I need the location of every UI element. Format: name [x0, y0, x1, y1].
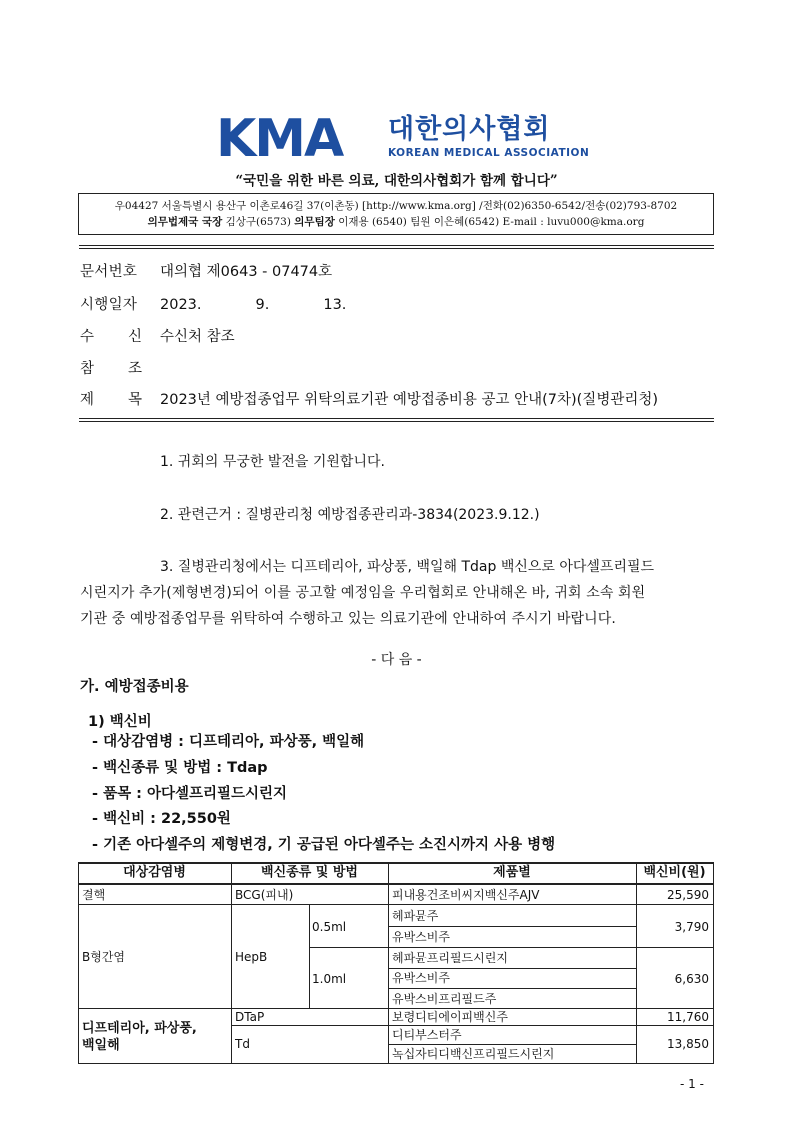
- cell-dtap-product: 보령디티에이피백신주: [392, 1010, 508, 1024]
- cell-hepb-product: 유박스비프리필드주: [392, 992, 497, 1006]
- cell-hepb-product: 헤파뮨주: [392, 909, 439, 923]
- email: E-mail : luvu000@kma.org: [502, 216, 645, 228]
- header-divider-bottom: [79, 418, 714, 422]
- cell-dtp-disease-line2: 백일해: [82, 1038, 120, 1053]
- date-month: 9.: [255, 297, 270, 313]
- recipient: 수신처 참조: [160, 329, 235, 345]
- recipient-row: [80, 327, 235, 347]
- bullet-vaccine-type: - 백신종류 및 방법 : Tdap: [92, 760, 268, 776]
- col-header-method: 백신종류 및 방법: [261, 865, 358, 880]
- cell-dtp-disease-line1: 디프테리아, 파상풍,: [82, 1021, 197, 1036]
- date-label: 시행일자: [80, 297, 138, 313]
- date-day: 13.: [323, 297, 347, 313]
- col-header-price: 백신비(원): [643, 865, 706, 880]
- cell-tb-method: BCG(피내): [235, 888, 294, 902]
- subject: 2023년 예방접종업무 위탁의료기관 예방접종비용 공고 안내(7차)(질병관리청): [160, 392, 659, 408]
- director-label: 의무법제국 국장: [147, 216, 223, 228]
- bullet-price: - 백신비 : 22,550원: [92, 811, 231, 827]
- reference-row: [80, 359, 160, 379]
- paragraph-3-line-3: 기관 중 예방접종업무를 위탁하여 수행하고 있는 의료기관에 안내하여 주시기 바랍니다.: [80, 611, 616, 627]
- logo-text: KMA: [216, 114, 343, 162]
- team-lead-label: 의무팀장: [294, 216, 335, 228]
- bullet-product: - 품목 : 아다셀프리필드시린지: [92, 786, 288, 802]
- team-member: 팀원 이은혜(6542): [410, 216, 500, 228]
- cell-hepb-dose-05: 0.5ml: [312, 920, 347, 934]
- subsection-heading: 1) 백신비: [88, 714, 152, 730]
- section-heading: 가. 예방접종비용: [80, 679, 189, 695]
- header-divider-top: [79, 245, 714, 249]
- cell-td-product: 디티부스터주: [392, 1028, 462, 1042]
- association-name-ko: 대한의사협회: [388, 114, 551, 145]
- bullet-note: - 기존 아다셀주의 제형변경, 기 공급된 아다셀주는 소진시까지 사용 병행: [92, 837, 556, 853]
- association-name-en: KOREAN MEDICAL ASSOCIATION: [388, 147, 590, 159]
- cell-tb-disease: 결핵: [82, 888, 106, 902]
- reference-label: 참 조: [80, 361, 143, 377]
- cell-td-price: 13,850: [667, 1037, 709, 1051]
- cell-hepb-disease: B형간염: [82, 950, 126, 964]
- address-box: [78, 193, 714, 235]
- cell-tb-product: 피내용건조비씨지백신주AJV: [392, 888, 540, 902]
- team-lead-name: 이재용 (6540): [338, 216, 407, 228]
- doc-number: 대의협 제0643 - 07474호: [160, 264, 333, 280]
- paragraph-3-line-2: 시린지가 추가(제형변경)되어 이를 공고할 예정임을 우리협회로 안내해온 바, 귀회 소속 회원: [80, 585, 646, 601]
- cell-hepb-product: 유박스비주: [392, 930, 450, 944]
- director-name: 김상구(6573): [225, 216, 291, 228]
- col-header-product: 제품별: [493, 865, 531, 880]
- date-row: [80, 295, 346, 315]
- cell-tb-price: 25,590: [667, 888, 709, 902]
- cell-hepb-product: 유박스비주: [392, 971, 450, 985]
- cell-dtap-price: 11,760: [667, 1010, 709, 1024]
- slogan: “국민을 위한 바른 의료, 대한의사협회가 함께 합니다”: [235, 173, 558, 189]
- recipient-label: 수 신: [80, 329, 143, 345]
- cell-td-method: Td: [235, 1037, 250, 1051]
- vaccine-price-table: [78, 862, 714, 1064]
- cell-hepb-dose-10: 1.0ml: [312, 972, 347, 986]
- date-year: 2023.: [160, 297, 202, 313]
- doc-number-row: [80, 262, 332, 282]
- bullet-disease: - 대상감염병 : 디프테리아, 파상풍, 백일해: [92, 734, 365, 750]
- col-header-disease: 대상감염병: [123, 865, 186, 880]
- doc-number-label: 문서번호: [80, 264, 138, 280]
- subject-label: 제 목: [80, 392, 143, 408]
- paragraph-1: 1. 귀회의 무궁한 발전을 기원합니다.: [160, 454, 385, 470]
- cell-hepb-price-10: 6,630: [674, 972, 709, 986]
- paragraph-2: 2. 관련근거 : 질병관리청 예방접종관리과-3834(2023.9.12.): [160, 507, 540, 523]
- cell-hepb-price-05: 3,790: [674, 920, 709, 934]
- page-number: - 1 -: [680, 1077, 704, 1091]
- cell-td-product: 녹십자티디백신프리필드시린지: [392, 1047, 555, 1061]
- cell-dtap-method: DTaP: [235, 1010, 265, 1024]
- address-line: 우04427 서울특별시 용산구 이촌로46길 37(이촌동) [http://www.kma.org] /전화(02)6350-6542/전송(02)793-8702: [114, 200, 678, 212]
- paragraph-3-line-1: 3. 질병관리청에서는 디프테리아, 파상풍, 백일해 Tdap 백신으로 아다셀프리필드: [160, 559, 655, 575]
- contact-line: [79, 215, 713, 229]
- following-marker: - 다 음 -: [371, 652, 422, 668]
- cell-hepb-product: 헤파뮨프리필드시린지: [392, 951, 508, 965]
- subject-row: [80, 390, 658, 410]
- cell-hepb-method: HepB: [235, 950, 268, 964]
